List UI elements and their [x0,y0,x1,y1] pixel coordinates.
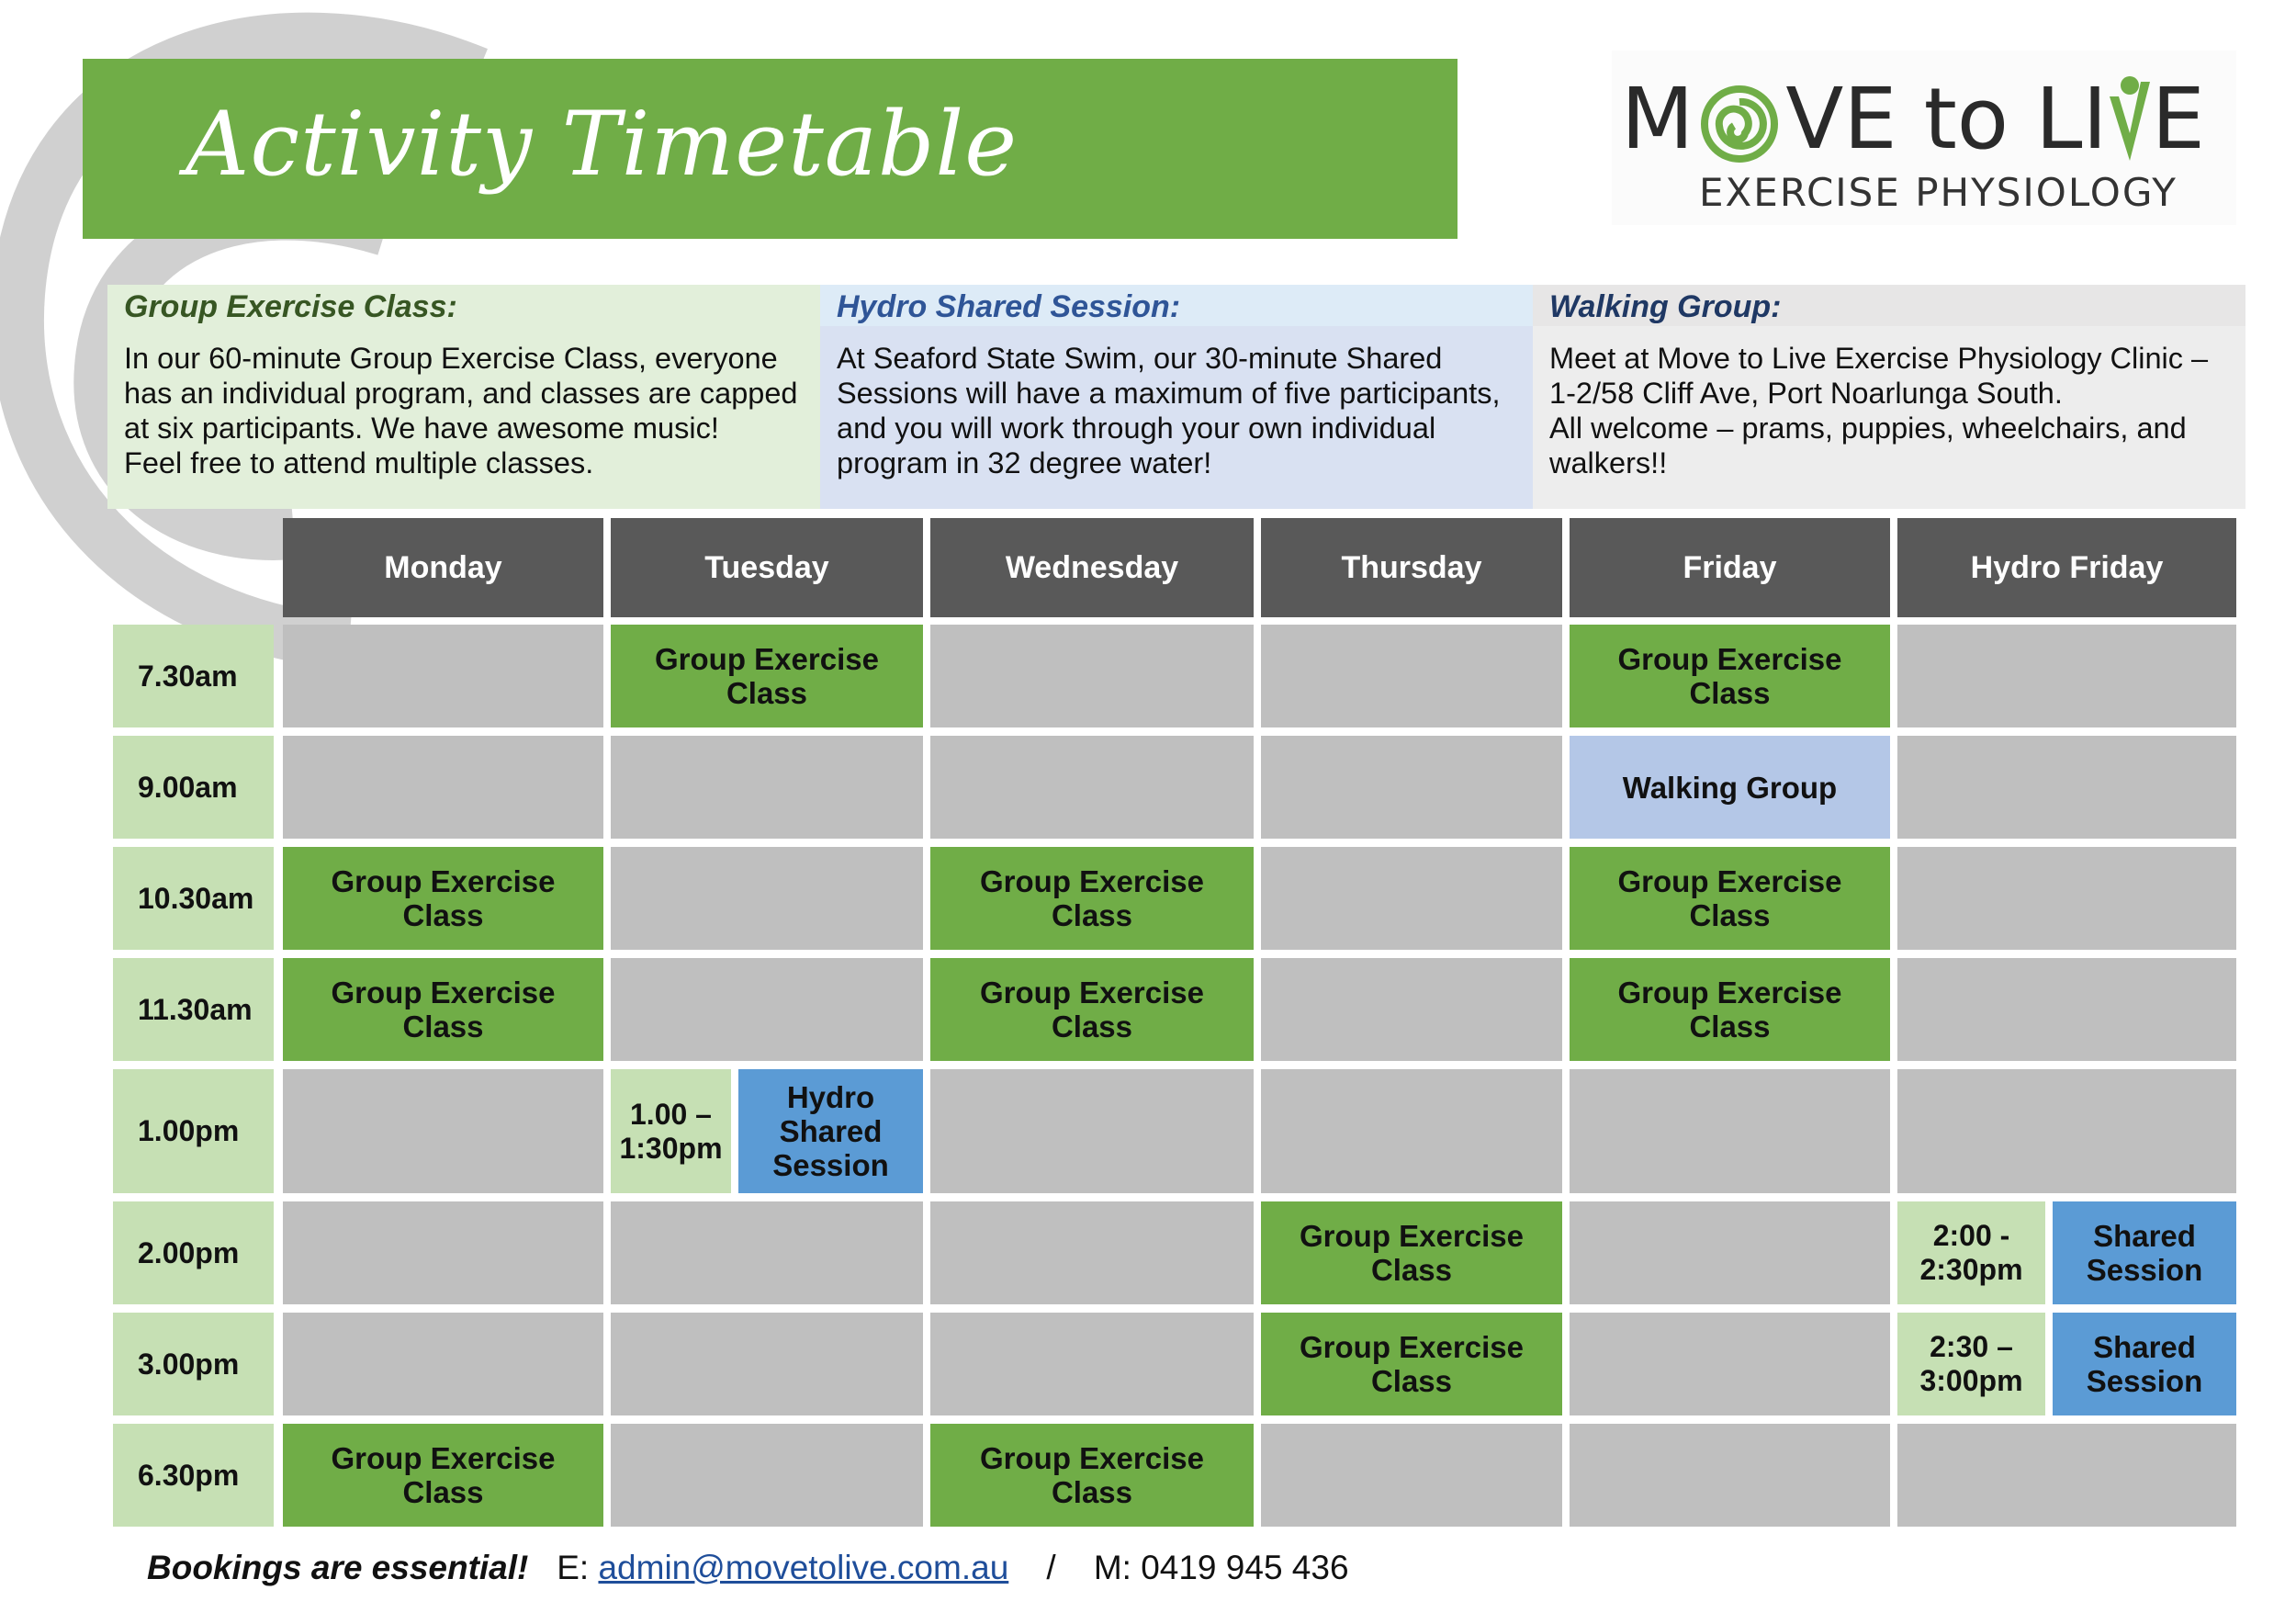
time-label: 3.00pm [113,1313,274,1415]
hydro-time-slot: 1.00 – 1:30pm [611,1069,731,1193]
group-exercise-class-slot: Group Exercise Class [930,1424,1254,1527]
empty-slot [1261,958,1562,1061]
info-heading: Walking Group: [1533,285,2245,326]
info-line: has an individual program, and classes are capped [124,377,798,410]
page-title: Activity Timetable [186,93,1018,196]
empty-slot [283,625,603,727]
group-exercise-class-slot: Group Exercise Class [1570,625,1890,727]
empty-slot [283,1201,603,1304]
hydro-time-slot: 2:30 – 3:00pm [1897,1313,2045,1415]
info-line: and you will work through your own individual [837,412,1436,445]
empty-slot [1261,847,1562,950]
group-exercise-class-slot: Group Exercise Class [1570,958,1890,1061]
info-heading: Group Exercise Class: [107,285,820,326]
group-exercise-class-slot: Group Exercise Class [283,958,603,1061]
empty-slot [1897,736,2236,839]
person-v-icon [2108,69,2152,170]
group-exercise-class-slot: Group Exercise Class [283,847,603,950]
empty-slot [611,1201,923,1304]
mobile-number: M: 0419 945 436 [1093,1549,1349,1586]
info-line: 1-2/58 Cliff Ave, Port Noarlunga South. [1549,377,2063,410]
time-label: 7.30am [113,625,274,727]
day-header-wednesday: Wednesday [930,518,1254,617]
empty-slot [930,736,1254,839]
shared-session-slot: Shared Session [2053,1201,2236,1304]
booking-footer [147,1548,1349,1588]
empty-slot [1261,1069,1562,1193]
info-text [107,326,820,480]
day-header-tuesday: Tuesday [611,518,923,617]
empty-slot [1897,1424,2236,1527]
logo-wordmark-part: E [2151,70,2205,168]
info-line: Feel free to attend multiple classes. [124,446,594,479]
time-label: 1.00pm [113,1069,274,1193]
shared-session-slot: Shared Session [2053,1313,2236,1415]
info-line: at six participants. We have awesome music! [124,412,719,445]
walking-group-slot: Walking Group [1570,736,1890,839]
empty-slot [1570,1201,1890,1304]
empty-slot [1570,1424,1890,1527]
empty-slot [930,1069,1254,1193]
hydro-time-slot: 2:00 - 2:30pm [1897,1201,2045,1304]
info-text [1533,326,2245,480]
empty-slot [1570,1069,1890,1193]
hydro-shared-session-slot: Hydro Shared Session [738,1069,923,1193]
day-header-friday: Friday [1570,518,1890,617]
email-label: E: [557,1549,590,1586]
time-label: 11.30am [113,958,274,1061]
empty-slot [283,1313,603,1415]
empty-slot [930,1313,1254,1415]
logo-subtitle: EXERCISE PHYSIOLOGY [1699,170,2178,215]
footer-separator: / [1046,1549,1056,1586]
empty-slot [611,958,923,1061]
empty-slot [283,736,603,839]
time-label: 9.00am [113,736,274,839]
empty-slot [1261,736,1562,839]
info-line: program in 32 degree water! [837,446,1212,479]
logo-wordmark [1621,69,2205,170]
empty-slot [1261,1424,1562,1527]
email-link[interactable]: admin@movetolive.com.au [598,1549,1009,1586]
info-line: Sessions will have a maximum of five participants, [837,377,1501,410]
day-header-thursday: Thursday [1261,518,1562,617]
empty-slot [930,625,1254,727]
group-exercise-class-slot: Group Exercise Class [283,1424,603,1527]
empty-slot [1261,625,1562,727]
bookings-notice: Bookings are essential! [147,1549,529,1586]
empty-slot [611,1424,923,1527]
empty-slot [1897,847,2236,950]
group-exercise-class-slot: Group Exercise Class [1570,847,1890,950]
move-to-live-logo [1612,51,2236,225]
group-exercise-class-slot: Group Exercise Class [1261,1201,1562,1304]
time-label: 2.00pm [113,1201,274,1304]
info-group-exercise [107,285,820,509]
empty-slot [611,736,923,839]
logo-wordmark-part: VE to LI [1785,70,2108,168]
empty-slot [611,1313,923,1415]
empty-slot [283,1069,603,1193]
info-line: walkers!! [1549,446,1668,479]
info-walking-group [1533,285,2245,509]
day-header-monday: Monday [283,518,603,617]
logo-wordmark-part: M [1621,70,1694,168]
group-exercise-class-slot: Group Exercise Class [611,625,923,727]
info-text [820,326,1533,480]
info-line: All welcome – prams, puppies, wheelchairs, and [1549,412,2187,445]
group-exercise-class-slot: Group Exercise Class [930,958,1254,1061]
info-line: Meet at Move to Live Exercise Physiology Clinic – [1549,342,2209,375]
empty-slot [1897,625,2236,727]
info-line: At Seaford State Swim, our 30-minute Shared [837,342,1443,375]
time-label: 10.30am [113,847,274,950]
spiral-icon [1694,69,1785,170]
empty-slot [930,1201,1254,1304]
info-line: In our 60-minute Group Exercise Class, everyone [124,342,778,375]
group-exercise-class-slot: Group Exercise Class [1261,1313,1562,1415]
info-hydro-session [820,285,1533,509]
empty-slot [1570,1313,1890,1415]
empty-slot [611,847,923,950]
time-label: 6.30pm [113,1424,274,1527]
group-exercise-class-slot: Group Exercise Class [930,847,1254,950]
empty-slot [1897,1069,2236,1193]
title-banner [83,59,1458,239]
day-header-hydro-friday: Hydro Friday [1897,518,2236,617]
info-heading: Hydro Shared Session: [820,285,1533,326]
empty-slot [1897,958,2236,1061]
